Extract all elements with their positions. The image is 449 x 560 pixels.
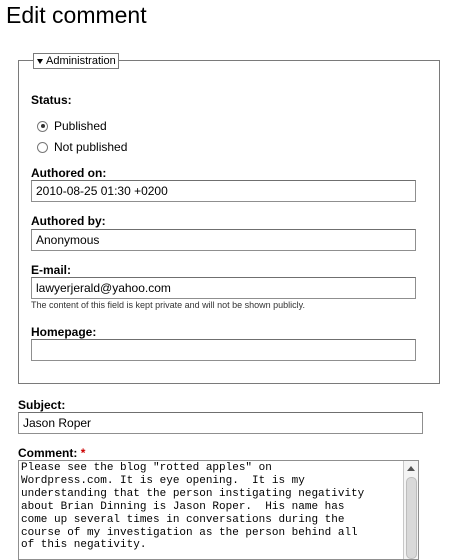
published-label[interactable]: Published xyxy=(54,119,107,133)
authored-by-label: Authored by: xyxy=(31,214,106,228)
authored-by-input[interactable]: Anonymous xyxy=(31,229,416,251)
not-published-label[interactable]: Not published xyxy=(54,140,128,154)
comment-label-row xyxy=(18,446,85,460)
subject-label: Subject: xyxy=(18,398,66,412)
email-description: The content of this field is kept private and will not be shown publicly. xyxy=(31,300,305,310)
email-label: E-mail: xyxy=(31,263,72,277)
subject-input[interactable]: Jason Roper xyxy=(18,412,423,434)
not-published-radio[interactable] xyxy=(37,142,48,153)
authored-on-input[interactable]: 2010-08-25 01:30 +0200 xyxy=(31,180,416,202)
administration-legend-label: Administration xyxy=(46,55,116,67)
scroll-up-arrow-icon[interactable] xyxy=(404,461,418,475)
page-title: Edit comment xyxy=(6,2,147,28)
authored-on-label: Authored on: xyxy=(31,166,107,180)
homepage-input[interactable] xyxy=(31,339,416,361)
required-marker: * xyxy=(80,446,86,460)
comment-text[interactable]: Please see the blog "rotted apples" on Wordpress.com. It is eye opening. It is my understanding that the person instigating negativity about Brian Dinning is Jason Roper. His name has come up several times in conversations during the course of my investigation as the person behind all of this negativity. xyxy=(21,462,365,552)
comment-label: Comment: xyxy=(18,446,78,460)
status-not-published-option[interactable] xyxy=(37,140,127,154)
administration-toggle[interactable] xyxy=(33,53,119,69)
homepage-label: Homepage: xyxy=(31,325,97,339)
status-label: Status: xyxy=(31,93,72,107)
published-radio[interactable] xyxy=(37,121,48,132)
collapse-triangle-icon xyxy=(37,59,43,64)
status-published-option[interactable] xyxy=(37,119,107,133)
email-input[interactable]: lawyerjerald@yahoo.com xyxy=(31,277,416,299)
comment-scrollbar[interactable] xyxy=(403,461,418,559)
comment-textarea[interactable] xyxy=(18,460,419,560)
scroll-thumb[interactable] xyxy=(406,477,417,559)
